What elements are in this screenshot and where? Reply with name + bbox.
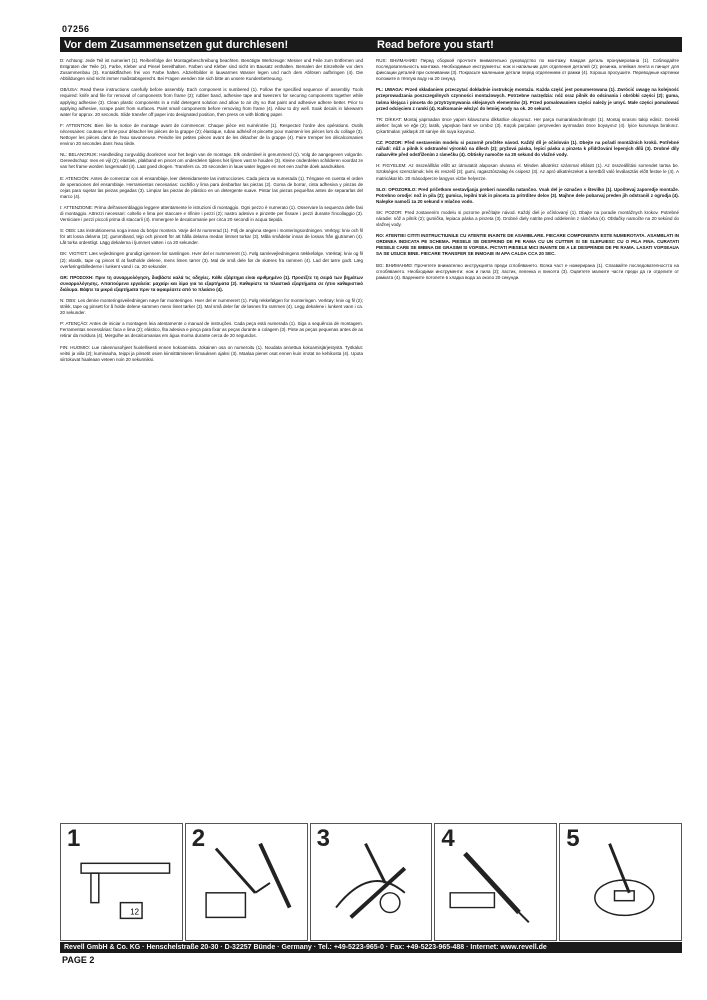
paragraph-fi: FIN: HUOMIO: Lue rakennusohjeet huolellisesti ennen kokoamista. Jokainen osa on numeroitu (1). Noudata annettua kokoamisjärjestystä. Työkalut: veitsi ja viila (2); kuminauha, teippi ja pinsetit osien kiinnittämiseen liimauksen ajaksi (3). Maalaa pienet osat ennen kuin irrotat ne kehikosta (4). Upota siirtokuvat haaleaan veteen noin 20 sekunniksi.: [60, 344, 363, 362]
step-panel-2: [185, 823, 308, 941]
paragraph-se: S: OBS: Läs instruktionerna noga innan du börjar montera. Varje del är numrerad (1). Följ de angivna stegen i monteringsordningen. Verktyg: kniv och fil för att lossa delarna (2); gummiband, tejp och pincett för att hålla delarna medan limmet torkar (3). Måla smådelar innan de lossas från gjutramen (4). Låt torka ordentligt. Lägg dekalerna i ljummet vatten i ca 20 sekunder.: [60, 228, 363, 246]
paragraph-slo: SLO: OPOZORILO: Pred pričetkom sestavljanja preberi navodila natančno. Vsak del je označen s številko (1). Upoštevaj zaporedje montaže. Potrebno orodje: nož in pila (2); gumica, lepilni trak in pinceta za pritrditev delov (3). Majhne dele pobarvaj preden jih odstraniš z ogrodja (4). Nalepke namoči za 20 sekund v mlačno vodo.: [376, 186, 679, 204]
paragraph-gr: GR: ΠΡΟΣΟΧΗ: Πριν τη συναρμολόγηση, διαβάστε καλά τις οδηγίες. Κάθε εξάρτημα είναι αριθμημένο (1). Προσέξτε τη σειρά των βημάτων συναρμολόγησης. Απαιτούμενα εργαλεία: μαχαίρι και λίμα για τα εξαρτήματα (2). Καθαρίστε τα πλαστικά εξαρτήματα σε ήπιο καθαριστικό διάλυμα. Βάψτε τα μικρά εξαρτήματα πριν τα αφαιρέσετε από το πλαίσιο (4).: [60, 274, 363, 292]
left-column: [60, 58, 363, 368]
document-code: 07256: [62, 24, 90, 34]
step-number: 1: [67, 825, 81, 852]
paragraph-es: E: ATENCIÓN: Antes de comenzar con el ensamblaje, leer detenidamente las instrucciones. Cada pieza va numerada (1). Téngase en cuenta el orden de operaciones del ensamblaje. Herramientas necesarias: cuchillo y lima para desbarbar las piezas (2). Goma de borrar, cinta adhesiva y pinzas de cejas para sujetar las piezas pegadas (3). Limpiar las piezas de plástico en un detergente suave. Pintar las piezas pequeñas antes de separarlas del marco (4).: [60, 175, 363, 199]
svg-text:12: 12: [130, 907, 139, 917]
paragraph-sk: SK: POZOR: Pred zostavením modelu si pozorne prečítajte návod. Každý diel je očíslovaný (1). Dbajte na poradie montážnych krokov. Potrebné náradie: nôž a pilník (2); gumička, lepiaca páska a pinzeta (3). Drobné diely natrite pred oddelením z rámčeka (4). Obtlačky namočte na 20 sekúnd do vlažnej vody.: [376, 209, 679, 228]
instruction-columns: [60, 58, 682, 820]
step-number: 5: [566, 825, 580, 852]
paragraph-ru: RUS: ВНИМАНИЕ! Перед сборкой прочтите внимательно руководство по монтажу. Каждая деталь пронумерована (1). Соблюдайте последовательность монтажа. Необходимые инструменты: нож и напильник для отделения деталей (2); резинка, клейкая лента и пинцет для фиксации деталей при склеивании (3). Покрасьте маленькие детали перед отделением от рамки (4). Хорошо просушите. Переводные картинки положите в тёплую воду на 20 секунд.: [376, 58, 679, 82]
painting-parts-illustration: [435, 824, 556, 940]
header-title-english: Read before you start!: [377, 38, 494, 51]
right-column: [376, 58, 679, 286]
step-number: 2: [191, 825, 206, 852]
gluing-parts-illustration: [311, 824, 432, 940]
step-panel-4: [434, 823, 557, 941]
step-panel-5: [559, 823, 682, 941]
footer-contact-bar: Revell GmbH & Co. KG · Henschelstraße 20-30 · D-32257 Bünde · Germany · Tel.: +49-5223-965-0 · Fax: +49-5223-965-488 · Internet: www.revell.de: [60, 942, 682, 953]
paragraph-it: I: ATTENZIONE: Prima dell'assemblaggio leggere attentamente le istruzioni di montaggio. Ogni pezzo è numerato (1). Osservare la sequenza delle fasi di montaggio. Attrezzi necessari: coltello e lima per staccare e rifinire i pezzi (2); nastro adesivo e pinzette per fissare i pezzi durante l'incollaggio (3). Verniciare i pezzi piccoli prima di staccarli (4). Immergere le decalcomanie per circa 20 secondi in acqua tiepida.: [60, 204, 363, 223]
page-number: PAGE 2: [62, 955, 95, 965]
paragraph-gb: GB/USA: Read these instructions carefully before assembly. Each component is numbered (1). Follow the specified sequence of assembly. Tools required: knife and file for removal of components from frame (2); rubber band, adhesive tape and tweezers for securing components together while applying adhesive (3). Clean plastic components in a mild detergent solution and allow to air dry so that paint and adhesive adhere better. Prior to applying adhesive, scrape paint from surfaces. Paint small components before removing from frame (4). Allow to dry well. Soak decals in lukewarm water for approx. 20 seconds. Slide transfer off paper into designated position, then press on with blotting paper.: [60, 87, 363, 117]
paragraph-ro: RO: ATENTIE! CITITI INSTRUCTIUNILE CU ATENTIE INAINTE DE ASAMBLARE. FIECARE COMPONENTA ESTE NUMEROTATA. ASAMBLATI IN ORDINEA INDICATA PE SCHEMA. PIESELE SE DESPRIND DE PE RAMA CU UN CUTTER SI SE SLEFUIESC CU O PILA FINA. CURATATI PIESELE CARE SE IMBINA DE GRASIMI SI VOPSEA. PICTATI PIESELE MICI INAINTE DE A LE DESPRINDE DE PE RAMA. LASATI VOPSEAUA SA SE USUCE BINE. FIECARE TRANSFER SE INMOAIE IN APA CALDA CCA 20 SEC.: [376, 233, 679, 257]
step-number: 4: [441, 825, 455, 852]
illustration-strip: [60, 823, 682, 941]
numbered-parts-illustration: [61, 824, 182, 940]
cutting-parts-illustration: [186, 824, 307, 940]
paragraph-tr: TR: DİKKAT: Montaj yapmadan önce yapım kılavuzunu dikkatlice okuyunuz. Her parça numaralandırılmıştır (1). Montaj sırasını takip ediniz. Gerekli aletler: bıçak ve eğe (2); lastik, yapışkan bant ve cımbız (3). Küçük parçaları çerçeveden ayırmadan önce boyayınız (4). İyice kurumaya bırakınız. Çıkartmaları yaklaşık 20 saniye ılık suya koyunuz.: [376, 116, 679, 134]
step-panel-3: [310, 823, 433, 941]
step-number: 3: [316, 825, 330, 852]
paragraph-hu: H: FIGYELEM: Az összeállítás előtt az útmutatót alaposan olvassa el. Minden alkatrész számmal ellátott (1). Az összeállítási sorrendet tartsa be. Szükséges szerszámok: kés és reszelő (2); gumi, ragasztószalag és csipesz (3). Az apró alkatrészeket a keretből való leválasztás előtt festse le (4). A matricákat kb. 20 másodpercre langyos vízbe helyezze.: [376, 163, 679, 181]
paragraph-pl: PL: UWAGA: Przed składaniem przeczytać dokładnie instrukcję montażu. Każda część jest ponumerowana (1). Zwrócić uwagę na kolejność przeprowadzania poszczególnych czynności montażowych. Potrzebne narzędzia: nóż oraz pilnik do odcinania i obróbki części (2); guma, taśma klejąca i pinceta do przytrzymywania sklejanych elementów (3). Przed pomalowaniem części należy je umyć. Małe części pomalować przed odcięciem z ramki (4). Kalkomanie włożyć do letniej wody na ok. 20 sekund.: [376, 87, 679, 111]
header-bar: [60, 37, 682, 52]
paragraph-cz: CZ: POZOR: Před sestavením modelu si pozorně pročtěte návod. Každý díl je očíslován (1). Dbejte na pořadí montážních kroků. Potřebné nářadí: nůž a pilník k odstranění výronků na dílech (2); pryžová páska, lepicí páska a pinzeta k přidržování lepených dílů (3). Drobné díly nabarvěte před odstřižením z rámečku (4). Obtisky namočte na 20 sekund do vlažné vody.: [376, 140, 679, 158]
paragraph-dk: DK: VIGTIGT: Læs vejledningen grundigt igennem før samlingen. Hver del er nummereret (1). Følg samlevejledningens rækkefølge. Værktøj: kniv og fil (2); elastik, tape og pincet til at fastholde delene, mens limen tørrer (3). Mal de små dele før de skæres fra rammen (4). Lad det tørre godt. Læg overføringsbillederne i lunkent vand i ca. 20 sekunder.: [60, 251, 363, 269]
decal-application-illustration: [560, 824, 681, 940]
paragraph-no: N: OBS: Les denne monteringsveiledningen nøye før monteringen. Hver del er nummerert (1). Følg rekkefølgen for monteringen. Verktøy: kniv og fil (2); strikk, tape og pinsett for å holde delene sammen mens limet tørker (3). Mal små deler før de løsnes fra rammen (4). Legg dekalene i lunkent vann i ca. 20 sekunder.: [60, 298, 363, 316]
paragraph-fr: F: ATTENTION: Bien lire la notice de montage avant de commencer. Chaque pièce est numérotée (1). Respectez l'ordre des opérations. Outils nécessaires: couteau et lime pour détacher les pièces de la grappe (2); élastique, ruban adhésif et pincette pour maintenir les pièces lors du collage (3). Nettoyer les pièces dans de l'eau savonneuse. Peindre les petites pièces avant de les détacher de la grappe (4). Faire tremper les décalcomanies environ 20 secondes dans l'eau tiède.: [60, 122, 363, 147]
step-panel-1: [60, 823, 183, 941]
paragraph-de: D: Achtung: Jede Teil ist numeriert (1). Reihenfolge der Montagebeschreibung beachten. Benötigte Werkzeuge: Messer und Feile zum Entfernen und Entgraten der Teile (2). Farbe, Kleber und Pinsel bereithalten. Farben und Kleber sind nicht im Bausatz enthalten. Bemalen der Einzelteile vor dem Zusammenbau (3). Kontaktflächen frei von Farbe halten. Abziehbilder in lauwarmes Wasser legen und nach dem Ablösen aufbringen (4). Die Abbildungen sind nicht immer maßstabsgerecht. Bei Fragen wenden Sie sich bitte an unsere Kundenbetreuung.: [60, 58, 363, 82]
paragraph-pt: P: ATENÇÃO: Antes de iniciar a montagem leia atentamente o manual de instruções. Cada peça está numerada (1). Siga a sequência de montagem. Ferramentas necessárias: faca e lima (2); elástico, fita adesiva e pinça para fixar as peças durante a colagem (3). Pinte as peças pequenas antes de as retirar da moldura (4). Mergulhe as decalcomanias em água morna durante cerca de 20 segundos.: [60, 321, 363, 339]
header-title-german: Vor dem Zusammensetzen gut durchlesen!: [64, 38, 289, 51]
paragraph-nl: NL: BELANGRIJK: Handleiding zorgvuldig doorlezen voor het begin van de montage. Elk onderdeel is genummerd (1). Volg de aangegeven volgorde. Gereedschap: mes en vijl (2); elastiek, plakband en pincet om onderdelen tijdens het lijmen vast te houden (3). Kleine onderdelen schilderen voordat ze van het frame worden losgemaakt (4). Laat goed drogen. Transfers ca. 20 seconden in lauw water leggen en met een zachte doek aandrukken.: [60, 152, 363, 170]
paragraph-bg: BG: ВНИМАНИЕ! Прочетете внимателно инструкцията преди сглобяването. Всяка част е номерирана (1). Спазвайте последователността на сглобяването. Необходими инструменти: нож и пила (2); ластик, лепенка и пинсета (3). Оцветете малките части преди да ги отделите от рамката (4). Ваденките потопете в хладка вода за около 20 секунди.: [376, 262, 679, 280]
